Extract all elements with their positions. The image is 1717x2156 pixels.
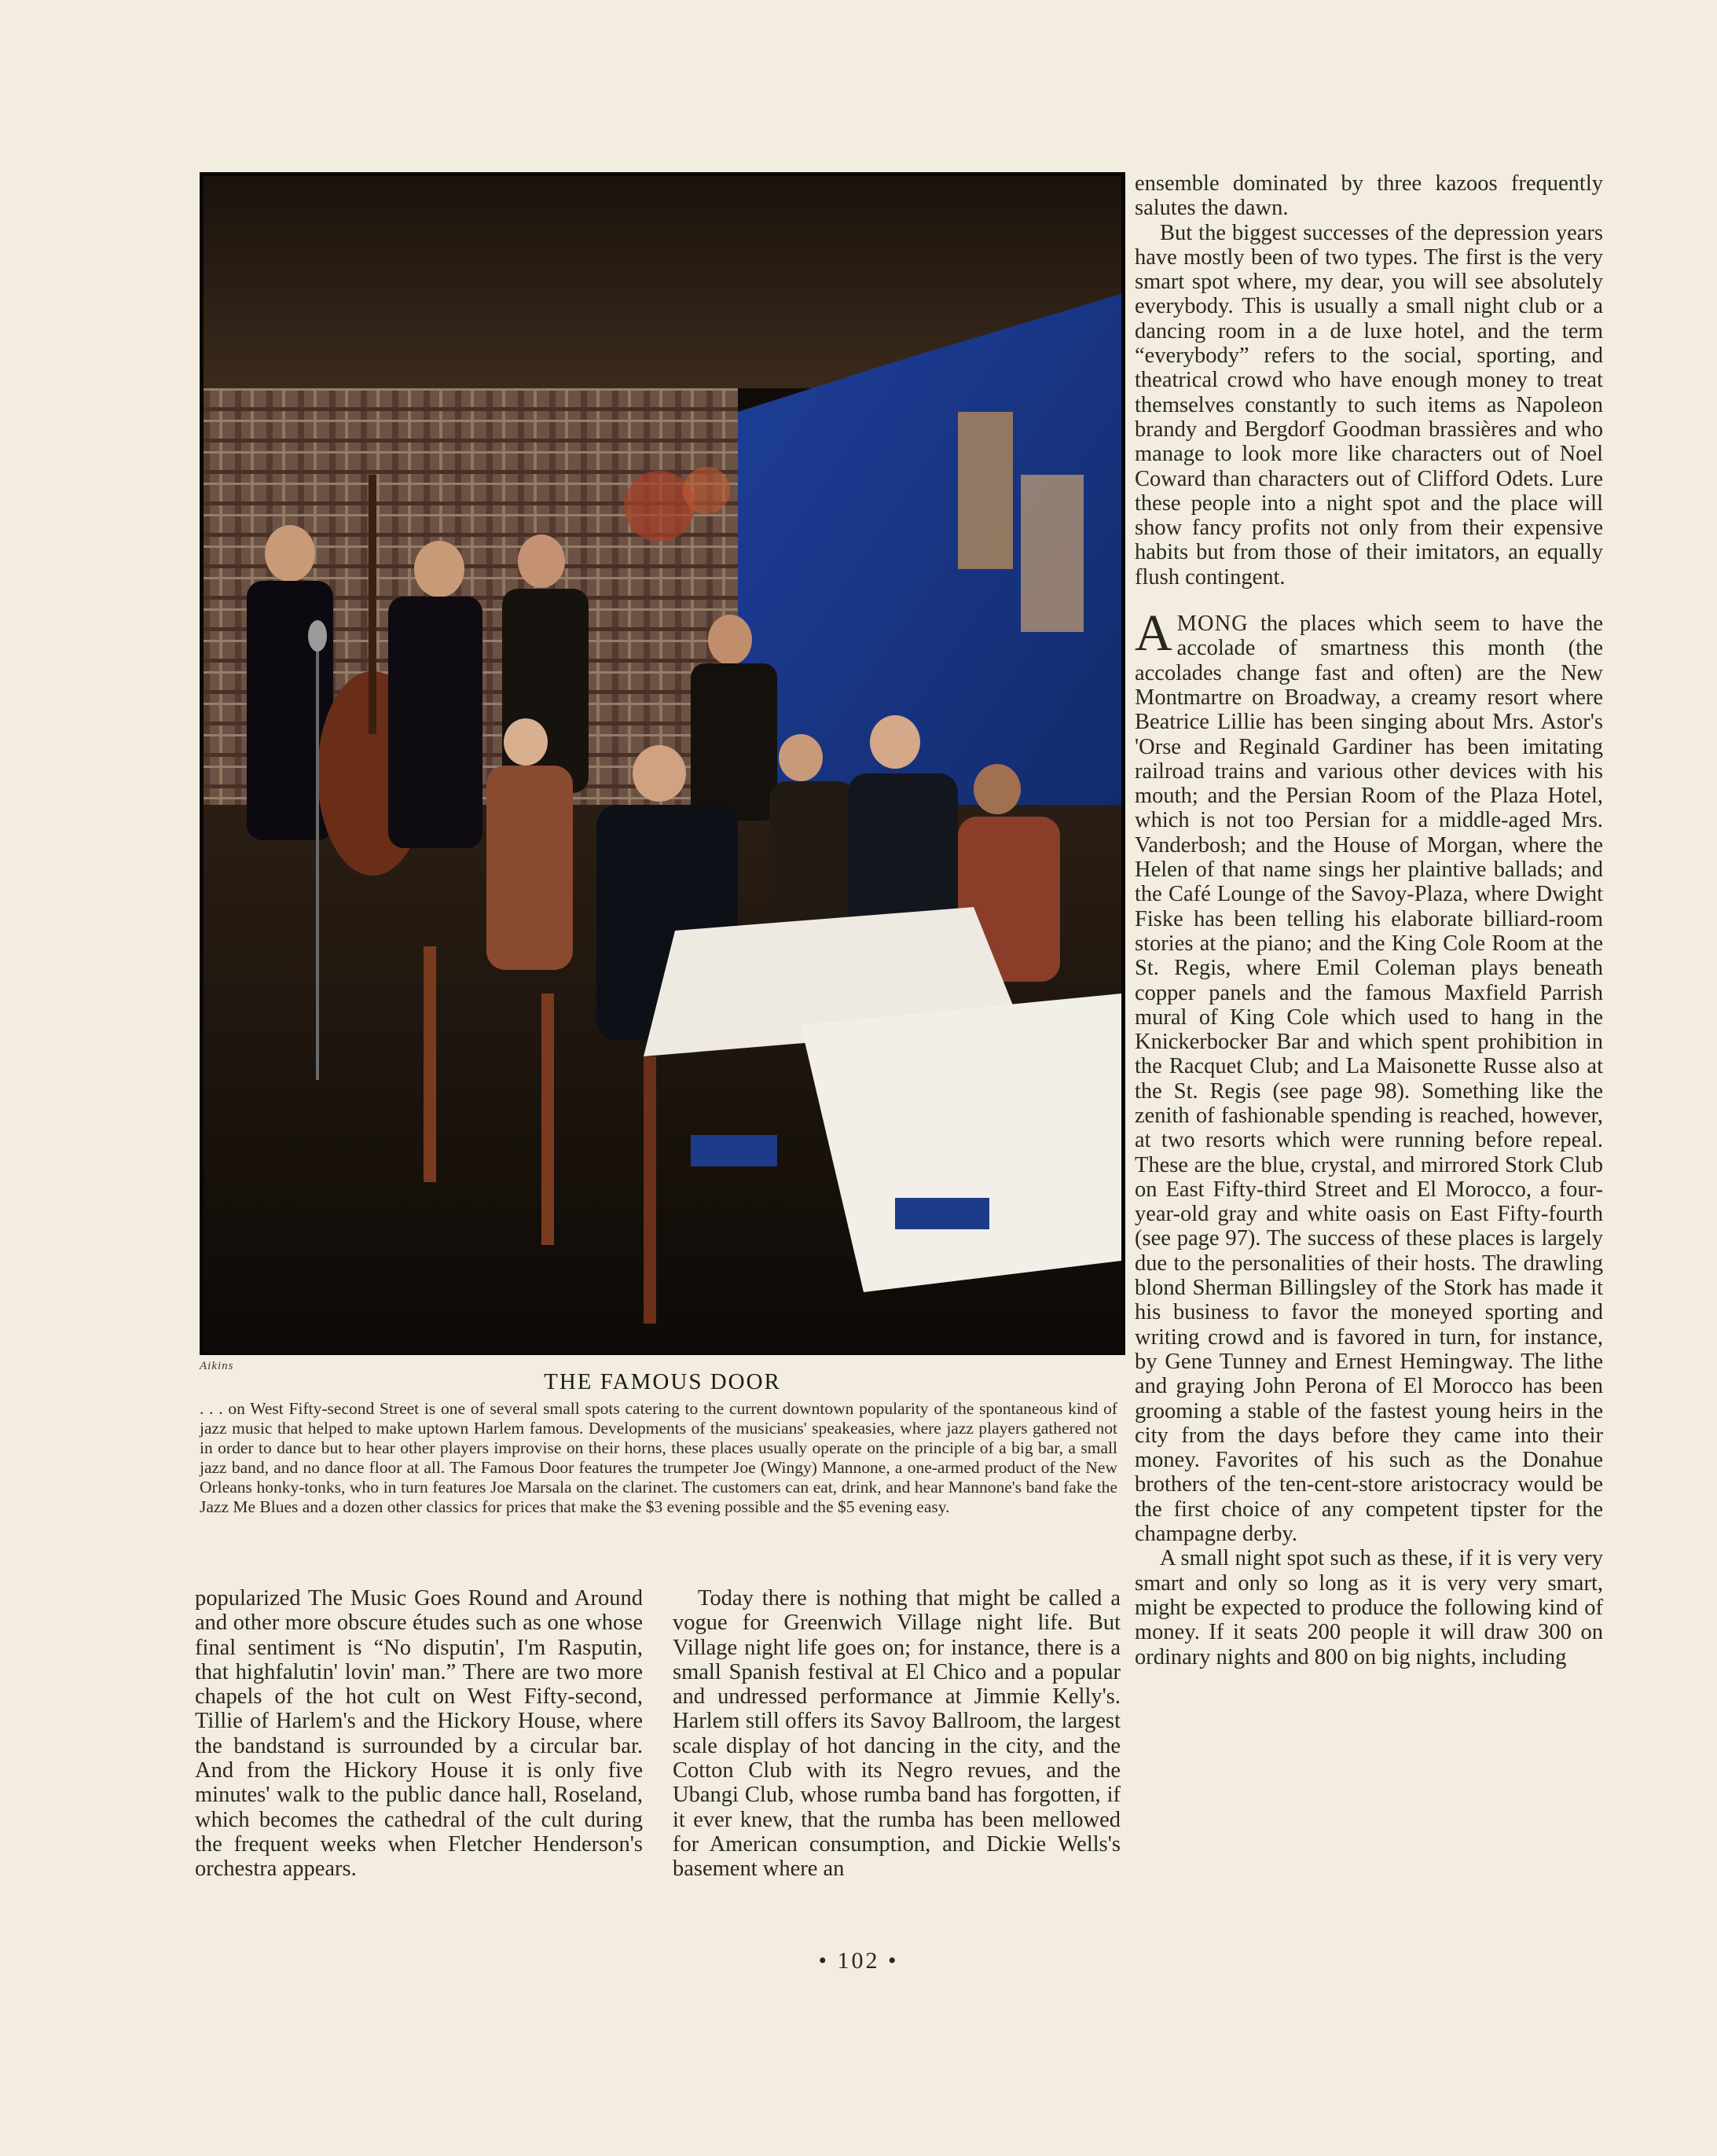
paragraph: Today there is nothing that might be called a vogue for Greenwich Village night life. But Village night life goes on; for instance, there is a small Spanish festival at El Chico and a popular and undressed performance at Jimmie Kelly's. Harlem still offers its Savoy Ballroom, the largest scale display of hot dancing in the city, and the Cotton Club with its Negro revues, and the Ubangi Club, whose rumba band has forgotten, if it ever knew, that the rumba has been mellowed for American consumption, and Dickie Wells's basement where an	[673, 1586, 1121, 1882]
paragraph: A small night spot such as these, if it is very very smart and only so long as it is very very smart, might be expected to produce the following kind of money. If it seats 200 people it will draw 300 on ordinary nights and 800 on big nights, including	[1135, 1546, 1603, 1669]
paragraph-with-dropcap	[1135, 604, 1603, 1547]
photo-illustration	[204, 176, 1121, 1351]
article-column-right	[1135, 171, 1603, 1669]
small-caps-lead: MONG	[1176, 612, 1249, 637]
famous-door-photograph	[200, 172, 1125, 1355]
article-column-middle	[673, 1586, 1121, 1882]
page-number: • 102 •	[818, 1948, 899, 1974]
paragraph: But the biggest successes of the depression years have mostly been of two types. The first is the very smart spot where, my dear, you will see absolutely everybody. This is usually a small night club or a dancing room in a de luxe hotel, and the term “everybody” refers to the social, sporting, and theatrical crowd who have enough money to treat themselves constantly to such items as Napoleon brandy and Bergdorf Goodman brassières and who manage to look more like characters out of Noel Coward than characters out of Clifford Odets. Lure these people into a night spot and the place will show fancy profits not only from their expensive habits but from those of their imitators, an equally flush contingent.	[1135, 220, 1603, 590]
paragraph: ensemble dominated by three kazoos frequently salutes the dawn.	[1135, 171, 1603, 221]
paragraph-text: the places which seem to have the accolade of smartness this month (the accolades change fast and often) are the New Montmartre on Broadway, a creamy resort where Beatrice Lillie has been singing about Mrs. Astor's 'Orse and Reginald Gardiner has been imitating railroad trains and various other devices with his mouth; and the Persian Room of the Plaza Hotel, which is not too Persian for a middle-aged Mrs. Vanderbosh; and the House of Morgan, where the Helen of that name sings her plaintive ballads; and the Café Lounge of the Savoy-Plaza, where Dwight Fiske has been telling his elaborate billiard-room stories at the piano; and the King Cole Room at the St. Regis, where Emil Coleman plays beneath copper panels and the famous Maxfield Parrish mural of King Cole which used to hang in the Knickerbocker Bar and which spent prohibition in the Racquet Club; and La Maisonette Russe also at the St. Regis (see page 98). Something like the zenith of fashionable spending is reached, however, at two resorts which were running before repeal. These are the blue, crystal, and mirrored Stork Club on East Fifty-third Street and El Morocco, a four-year-old gray and white oasis on East Fifty-fourth (see page 97). The success of these places is largely due to the personalities of their hosts. The drawling blond Sherman Billingsley of the Stork has made it his business to favor the moneyed sporting and writing crowd and is favored in turn, for instance, by Gene Tunney and Ernest Hemingway. The lithe and graying John Perona of El Morocco has been grooming a stable of the fastest young heirs in the city from the days before they came into their money. Favorites of his such as the Donahue brothers of the ten-cent-store aristocracy would be the first choice of any competent tipster for the champagne derby.	[1135, 612, 1603, 1547]
article-column-left	[195, 1586, 643, 1882]
caption-title: THE FAMOUS DOOR	[544, 1369, 781, 1394]
photo-credit: Aikins	[200, 1360, 234, 1372]
paragraph: popularized The Music Goes Round and Around and other more obscure études such as one whose final sentiment is “No disputin', I'm Rasputin, that highfalutin' lovin' man.” There are two more chapels of the hot cult on West Fifty-second, Tillie of Harlem's and the Hickory House, where the bandstand is surrounded by a circular bar. And from the Hickory House it is only five minutes' walk to the public dance hall, Roseland, which becomes the cathedral of the cult during the frequent weeks when Fletcher Henderson's orchestra appears.	[195, 1586, 643, 1882]
drop-cap: A	[1135, 604, 1172, 663]
caption-body: . . . on West Fifty-second Street is one of several small spots catering to the current downtown popularity of the spontaneous kind of jazz music that helped to make uptown Harlem famous. Developments of the musicians' speakeasies, where jazz players gathered not in order to dance but to hear other players improvise on their horns, these places usually operate on the principle of a big bar, a small jazz band, and no dance floor at all. The Famous Door features the trumpeter Joe (Wingy) Mannone, a one-armed product of the New Orleans honky-tonks, who in turn features Joe Marsala on the clarinet. The customers can eat, drink, and hear Mannone's band fake the Jazz Me Blues and a dozen other classics for prices that make the $3 evening possible and the $5 evening easy.	[200, 1399, 1117, 1516]
